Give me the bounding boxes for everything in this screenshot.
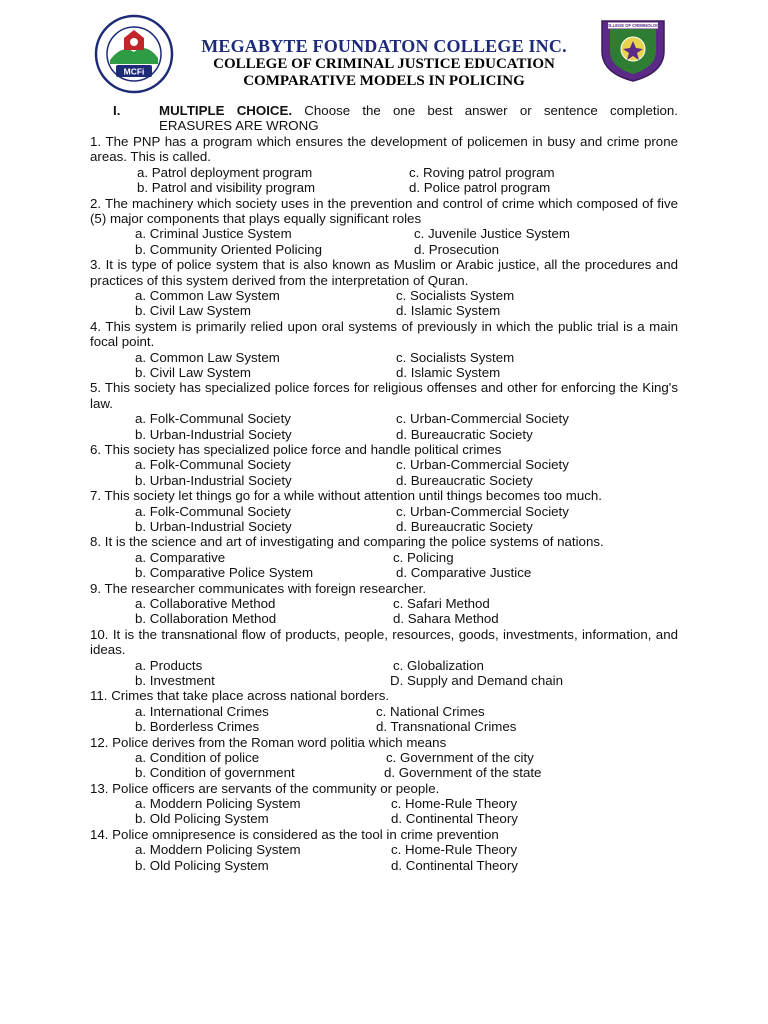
- option-row: [90, 411, 678, 426]
- question-text: 7. This society let things go for a while without attention until things becomes too much.: [90, 488, 602, 504]
- option-c: c. Home-Rule Theory: [391, 842, 518, 858]
- option-c: c. National Crimes: [376, 703, 485, 719]
- option-a: a. Collaborative Method: [135, 595, 276, 611]
- option-row: [90, 704, 678, 719]
- exam-content: [90, 103, 678, 873]
- option-a: a. Common Law System: [135, 288, 280, 303]
- option-d: d. Islamic System: [396, 364, 501, 380]
- option-a: a. Common Law System: [135, 349, 280, 365]
- option-a: a. International Crimes: [135, 703, 269, 719]
- option-c: c. Policing: [393, 549, 454, 565]
- option-a: a. Moddern Policing System: [135, 796, 301, 812]
- option-c: c. Socialists System: [396, 349, 515, 365]
- option-a: a. Patrol deployment program: [137, 164, 313, 180]
- section-instruction-block: [159, 103, 678, 134]
- option-row: [90, 165, 678, 180]
- question-text: 6. This society has specialized police force and handle political crimes: [90, 441, 502, 457]
- option-row: [90, 765, 678, 780]
- option-a: a. Folk-Communal Society: [135, 411, 291, 427]
- section-number: I.: [113, 103, 121, 118]
- option-row: [90, 226, 678, 241]
- question-text: 14. Police omnipresence is considered as the tool in crime prevention: [90, 826, 499, 842]
- section-title: MULTIPLE CHOICE.: [159, 103, 293, 118]
- option-row: [90, 242, 678, 257]
- section-heading: [90, 103, 678, 134]
- option-b: b. Urban-Industrial Society: [135, 518, 292, 534]
- option-b: b. Civil Law System: [135, 303, 252, 319]
- option-b: b. Urban-Industrial Society: [135, 472, 292, 488]
- option-c: c. Juvenile Justice System: [414, 226, 570, 242]
- option-row: [90, 796, 678, 811]
- question-text: 8. It is the science and art of investigating and comparing the police systems of nations.: [90, 534, 604, 550]
- option-c: c. Government of the city: [386, 749, 534, 765]
- option-b: b. Old Policing System: [135, 857, 269, 873]
- option-c: c. Globalization: [393, 657, 484, 673]
- option-row: [90, 504, 678, 519]
- option-row: [90, 365, 678, 380]
- option-d: d. Islamic System: [396, 303, 501, 319]
- option-c: c. Safari Method: [393, 595, 490, 611]
- option-c: c. Urban-Commercial Society: [396, 411, 569, 427]
- option-b: b. Investment: [135, 672, 215, 688]
- option-b: b. Comparative Police System: [135, 565, 314, 581]
- option-row: [90, 350, 678, 365]
- question-text: 5. This society has specialized police forces for religious offenses and other for enforcing the King's law.: [90, 380, 678, 411]
- option-b: b. Patrol and visibility program: [137, 180, 316, 196]
- option-d: d. Comparative Justice: [396, 565, 532, 581]
- option-a: a. Condition of police: [135, 749, 260, 765]
- option-a: a. Folk-Communal Society: [135, 503, 291, 519]
- option-d: d. Prosecution: [414, 241, 500, 257]
- option-a: a. Criminal Justice System: [135, 226, 292, 242]
- option-d: d. Transnational Crimes: [376, 719, 517, 735]
- question-text: 2. The machinery which society uses in the prevention and control of crime which composed of five (5) major components that plays equally significant roles: [90, 195, 678, 226]
- option-c: c. Urban-Commercial Society: [396, 457, 569, 473]
- option-row: [90, 427, 678, 442]
- option-row: [90, 596, 678, 611]
- option-row: [90, 565, 678, 580]
- option-row: [90, 550, 678, 565]
- question-text: 4. This system is primarily relied upon oral systems of previously in which the public trial is a main focal point.: [90, 318, 678, 350]
- option-row: [90, 673, 678, 688]
- option-d: d. Bureaucratic Society: [396, 518, 533, 534]
- option-c: c. Urban-Commercial Society: [396, 503, 569, 519]
- question-text: 13. Police officers are servants of the community or people.: [90, 780, 440, 796]
- option-b: b. Community Oriented Policing: [135, 241, 322, 257]
- option-row: [90, 750, 678, 765]
- option-c: c. Home-Rule Theory: [391, 796, 518, 812]
- option-d: d. Bureaucratic Society: [396, 472, 533, 488]
- option-b: b. Collaboration Method: [135, 611, 277, 627]
- section-instruction: Choose the one best answer or sentence completion. ERASURES ARE WRONG: [159, 103, 679, 134]
- option-row: [90, 519, 678, 534]
- question-text: 1. The PNP has a program which ensures the development of policemen in busy and crime prone areas. This is called.: [90, 134, 678, 165]
- option-row: [90, 303, 678, 318]
- option-c: c. Socialists System: [396, 288, 515, 303]
- question-text: 11. Crimes that take place across national borders.: [90, 688, 390, 704]
- option-row: [90, 611, 678, 626]
- option-row: [90, 180, 678, 195]
- department-title: COLLEGE OF CRIMINAL JUSTICE EDUCATION: [213, 56, 555, 72]
- option-row: [90, 658, 678, 673]
- question-text: 12. Police derives from the Roman word politia which means: [90, 734, 447, 750]
- option-d: d. Continental Theory: [391, 857, 518, 873]
- option-row: [90, 811, 678, 826]
- option-d: d. Bureaucratic Society: [396, 426, 533, 442]
- option-d: d. Sahara Method: [393, 611, 499, 627]
- option-d: d. Police patrol program: [409, 180, 551, 196]
- question-text: 3. It is type of police system that is also known as Muslim or Arabic justice, all the procedures and practices of this system derived from the interpretation of Quran.: [90, 257, 678, 288]
- option-d: d. Government of the state: [384, 765, 542, 781]
- svg-text:COLLEGE OF CRIMINOLOGY: COLLEGE OF CRIMINOLOGY: [603, 23, 663, 29]
- question-text: 9. The researcher communicates with foreign researcher.: [90, 580, 427, 596]
- option-row: [90, 842, 678, 857]
- course-title: COMPARATIVE MODELS IN POLICING: [243, 73, 525, 89]
- option-b: b. Civil Law System: [135, 364, 252, 380]
- option-a: a. Folk-Communal Society: [135, 457, 291, 473]
- option-a: a. Moddern Policing System: [135, 842, 301, 858]
- option-row: [90, 858, 678, 873]
- option-b: b. Condition of government: [135, 765, 295, 781]
- option-d: d. Continental Theory: [391, 811, 518, 827]
- option-row: [90, 288, 678, 303]
- college-name: MEGABYTE FOUNDATON COLLEGE INC.: [201, 36, 567, 56]
- option-c: c. Roving patrol program: [409, 164, 555, 180]
- option-a: a. Products: [135, 657, 203, 673]
- option-d: D. Supply and Demand chain: [390, 672, 563, 688]
- option-b: b. Old Policing System: [135, 811, 269, 827]
- option-row: [90, 719, 678, 734]
- question-text: 10. It is the transnational flow of products, people, resources, goods, investments, information, and ideas.: [90, 626, 678, 658]
- option-b: b. Urban-Industrial Society: [135, 426, 292, 442]
- option-b: b. Borderless Crimes: [135, 719, 260, 735]
- option-a: a. Comparative: [135, 549, 226, 565]
- option-row: [90, 473, 678, 488]
- option-row: [90, 457, 678, 472]
- svg-text:MCFi: MCFi: [123, 66, 145, 77]
